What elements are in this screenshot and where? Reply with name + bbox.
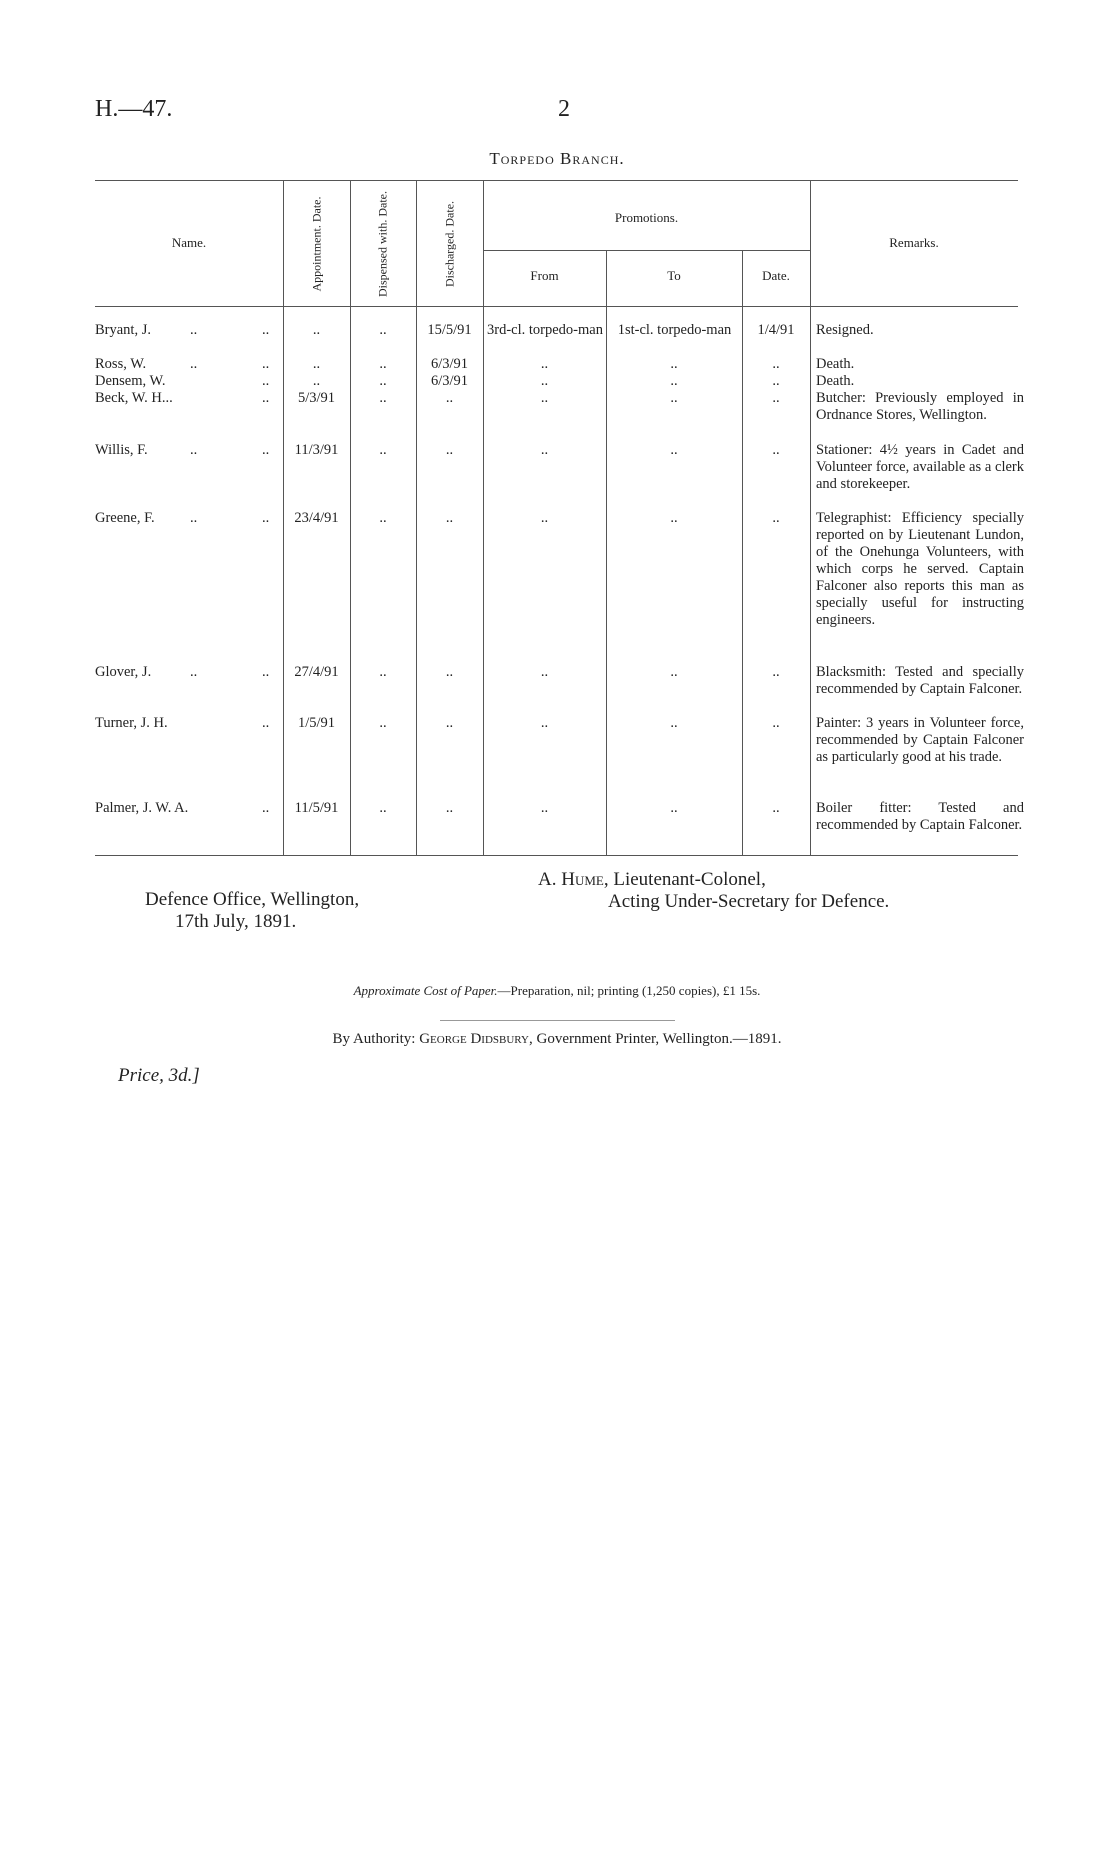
row-dispensed: .. [379, 390, 387, 406]
row-discharged: 6/3/91 [430, 356, 469, 372]
divider-rule [440, 1020, 675, 1021]
row-dispensed: .. [379, 510, 387, 526]
row-to: .. [670, 715, 678, 731]
row-leader: .. [262, 715, 270, 731]
row-leader: .. [262, 390, 270, 406]
header-name: Name. [171, 235, 207, 250]
header-discharged-date: Discharged. Date. [442, 200, 457, 288]
row-name-leader: .. [190, 664, 198, 680]
row-dispensed: .. [379, 664, 387, 680]
row-leader: .. [262, 664, 270, 680]
row-promotion-date: .. [772, 442, 780, 458]
row-to: .. [670, 390, 678, 406]
row-from: .. [540, 373, 549, 389]
row-discharged: .. [445, 442, 454, 458]
row-appointment: 11/5/91 [294, 800, 339, 816]
row-discharged: .. [445, 390, 454, 406]
row-promotion-date: 1/4/91 [757, 322, 795, 338]
office-date-block [145, 889, 359, 933]
table-title: Torpedo Branch. [489, 149, 625, 168]
column-divider [606, 250, 607, 855]
row-promotion-date: .. [772, 800, 780, 816]
row-name: Ross, W. [95, 356, 147, 372]
row-name: Greene, F. [95, 510, 155, 526]
cost-note [0, 983, 1114, 999]
price-note: Price, 3d.] [118, 1065, 200, 1086]
row-dispensed: .. [379, 373, 387, 389]
signatory-name: A. Hume [538, 869, 604, 890]
row-remarks: Telegraphist: Efficiency specially reported on by Lieutenant Lundon, of the Onehunga Volunteers, with which corps he served. Captain Falconer also reports this man as specially useful for instructing engineers. [816, 510, 1024, 628]
row-discharged: 6/3/91 [430, 373, 469, 389]
header-to: To [667, 268, 681, 283]
row-leader: .. [262, 510, 270, 526]
row-promotion-date: .. [772, 510, 780, 526]
row-name: Glover, J. [95, 664, 152, 680]
row-remarks: Death. [816, 356, 855, 372]
row-dispensed: .. [379, 322, 387, 338]
header-promotions: Promotions. [614, 210, 679, 225]
row-from: .. [540, 442, 549, 458]
row-to: .. [670, 800, 678, 816]
row-leader: .. [262, 442, 270, 458]
row-remarks: Death. [816, 373, 855, 389]
promotions-subheader-rule [483, 250, 810, 251]
row-dispensed: .. [379, 356, 387, 372]
row-name-leader: .. [190, 510, 198, 526]
printer-name: George Didsbury [419, 1031, 529, 1047]
row-to: .. [670, 373, 678, 389]
row-appointment: 27/4/91 [294, 664, 339, 680]
row-promotion-date: .. [772, 664, 780, 680]
row-name: Beck, W. H... [95, 390, 173, 406]
signatory-rank: , Lieutenant-Colonel, [603, 869, 766, 890]
row-discharged: .. [445, 510, 454, 526]
row-to: .. [670, 510, 678, 526]
row-discharged: .. [445, 715, 454, 731]
row-dispensed: .. [379, 800, 387, 816]
row-promotion-date: .. [772, 373, 780, 389]
row-appointment: 1/5/91 [297, 715, 336, 731]
page-number: 2 [558, 96, 570, 122]
header-from: From [530, 268, 559, 283]
row-to: .. [670, 442, 678, 458]
cost-text: —Preparation, nil; printing (1,250 copies), £1 15s. [497, 983, 761, 998]
row-name-leader: .. [190, 356, 198, 372]
row-from: .. [540, 715, 549, 731]
row-appointment: 11/3/91 [294, 442, 339, 458]
row-remarks: Resigned. [816, 322, 874, 338]
row-remarks: Blacksmith: Tested and specially recommended by Captain Falconer. [816, 664, 1024, 697]
authority-suffix: , Government Printer, Wellington.—1891. [528, 1031, 782, 1047]
row-name-leader: .. [190, 322, 198, 338]
row-dispensed: .. [379, 442, 387, 458]
date-line: 17th July, 1891. [175, 911, 297, 932]
row-from: .. [540, 356, 549, 372]
table-bottom-rule [95, 855, 1018, 856]
row-to: .. [670, 664, 678, 680]
table-header-rule [95, 306, 1018, 307]
signatory-title: Acting Under-Secretary for Defence. [608, 891, 890, 912]
row-name: Densem, W. [95, 373, 166, 389]
header-appointment-date: Appointment. Date. [309, 196, 324, 292]
row-leader: .. [262, 373, 270, 389]
authority-prefix: By Authority: [332, 1031, 416, 1047]
row-remarks: Boiler fitter: Tested and recommended by Captain Falconer. [816, 800, 1024, 833]
cost-label: Approximate Cost of Paper. [353, 983, 498, 998]
row-name: Palmer, J. W. A. [95, 800, 189, 816]
row-to: 1st-cl. torpedo-man [617, 322, 732, 338]
row-from: .. [540, 664, 549, 680]
row-promotion-date: .. [772, 715, 780, 731]
column-divider [742, 250, 743, 855]
row-appointment: .. [312, 373, 321, 389]
row-promotion-date: .. [772, 356, 780, 372]
table-top-rule [95, 180, 1018, 181]
row-leader: .. [262, 356, 270, 372]
row-from: .. [540, 510, 549, 526]
row-leader: .. [262, 322, 270, 338]
row-discharged: .. [445, 800, 454, 816]
row-appointment: .. [312, 322, 321, 338]
row-name-leader: .. [190, 442, 198, 458]
document-reference: H.—47. [95, 96, 173, 122]
row-remarks: Butcher: Previously employed in Ordnance Stores, Wellington. [816, 390, 1024, 423]
row-name: Turner, J. H. [95, 715, 168, 731]
row-discharged: 15/5/91 [427, 322, 472, 338]
row-remarks: Stationer: 4½ years in Cadet and Volunteer force, available as a clerk and storekeeper. [816, 442, 1024, 492]
row-name: Willis, F. [95, 442, 148, 458]
row-appointment: .. [312, 356, 321, 372]
header-dispensed-date: Dispensed with. Date. [375, 191, 390, 297]
office-line: Defence Office, Wellington, [145, 889, 360, 910]
signature-block [538, 869, 889, 913]
row-dispensed: .. [379, 715, 387, 731]
row-promotion-date: .. [772, 390, 780, 406]
row-from: .. [540, 390, 549, 406]
row-leader: .. [262, 800, 270, 816]
row-from: 3rd-cl. torpedo-man [487, 322, 603, 338]
row-discharged: .. [445, 664, 454, 680]
column-divider [810, 180, 811, 855]
header-remarks: Remarks. [889, 235, 939, 250]
header-date: Date. [762, 268, 790, 283]
row-from: .. [540, 800, 549, 816]
row-to: .. [670, 356, 678, 372]
printer-authority [0, 1031, 1114, 1048]
row-appointment: 23/4/91 [294, 510, 339, 526]
row-name: Bryant, J. [95, 322, 151, 338]
row-remarks: Painter: 3 years in Volunteer force, recommended by Captain Falconer as particularly good at his trade. [816, 715, 1024, 765]
row-appointment: 5/3/91 [297, 390, 336, 406]
